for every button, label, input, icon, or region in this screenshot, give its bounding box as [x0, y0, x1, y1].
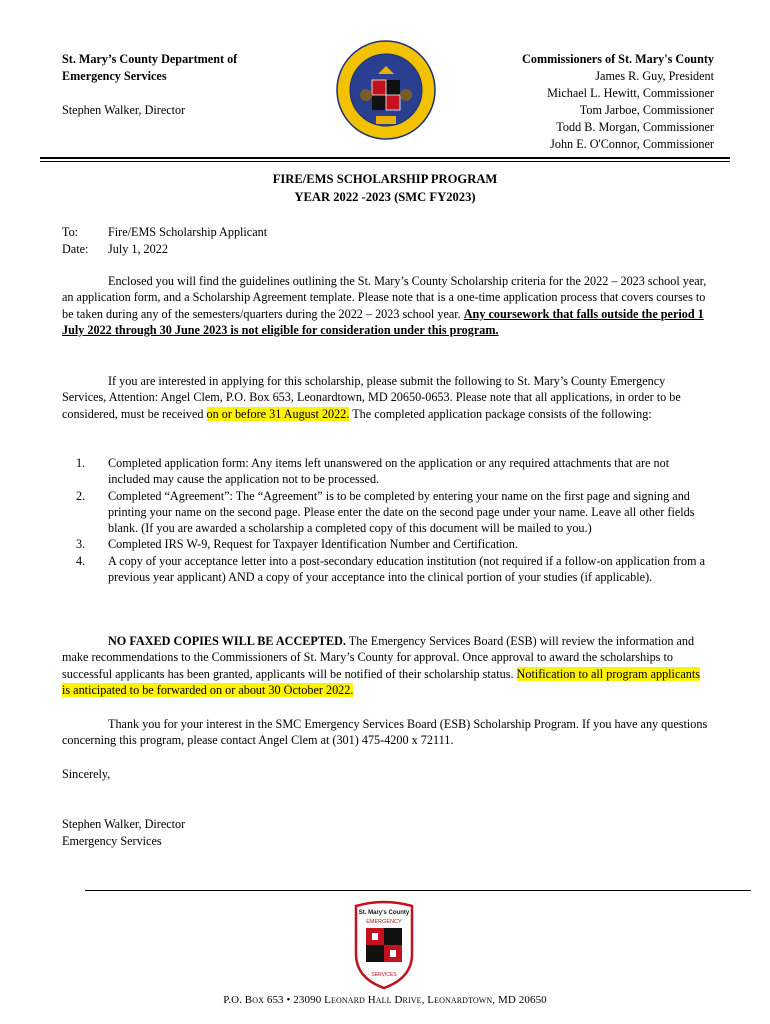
sender-block [62, 51, 237, 119]
sender-dept-line1: St. Mary’s County Department of [62, 52, 238, 66]
paragraph-review [62, 633, 710, 698]
emergency-services-logo-icon [352, 900, 416, 990]
sender-dept-line2: Emergency Services [62, 69, 167, 83]
list-text: Completed “Agreement”: The “Agreement” is to be completed by entering your name on the first page and signing and printing your name on the second page. Please enter the date on the second page under your name. Leave all other fields blank. (If you are awarded a scholarship a completed copy of this document will be mailed to you.) [108, 488, 695, 536]
no-fax-notice: NO FAXED COPIES WILL BE ACCEPTED. [108, 634, 346, 648]
to-label: To: [62, 225, 79, 239]
closing: Sincerely, [62, 767, 111, 781]
date-value: July 1, 2022 [108, 241, 168, 256]
list-item [62, 553, 710, 586]
commissioner-2: Michael L. Hewitt, Commissioner [547, 86, 714, 100]
signature-dept: Emergency Services [62, 833, 162, 848]
logo-bottom-text: SERVICES [371, 972, 397, 978]
to-value: Fire/EMS Scholarship Applicant [108, 225, 268, 239]
title-line1: FIRE/EMS SCHOLARSHIP PROGRAM [272, 172, 498, 186]
eligibility-notice: Any coursework that falls outside the period 1 July 2022 through 30 June 2023 is not eligible for consideration under this program. [62, 306, 704, 337]
commissioners-block [522, 51, 714, 153]
logo-arc-text: EMERGENCY [366, 919, 402, 925]
memo-header [62, 224, 267, 257]
commissioner-3: Tom Jarboe, Commissioner [579, 103, 714, 117]
paragraph-contact [62, 716, 710, 749]
list-item [62, 488, 710, 537]
header-divider-thin [40, 161, 730, 162]
contact-text: Thank you for your interest in the SMC Emergency Services Board (ESB) Scholarship Program. If you have any questions concerning this program, please contact Angel Clem at (301) 475-4200 x 72111. [62, 717, 708, 748]
notification-highlight: Notification to all program applicants is anticipated to be forwarded on or about 30 October 2022. [62, 666, 700, 697]
paragraph-intro [62, 273, 710, 338]
requirements-list [62, 455, 710, 585]
signature-name: Stephen Walker, Director [62, 817, 186, 831]
list-number: 2. [76, 488, 86, 503]
commissioner-4: Todd B. Morgan, Commissioner [556, 120, 714, 134]
list-text: Completed application form: Any items left unanswered on the application or any required attachments that are not included may cause the application not to be processed. [108, 456, 670, 487]
commissioner-1: James R. Guy, President [595, 69, 714, 83]
review-text: The Emergency Services Board (ESB) will review the information and make recommendations to the Commissioners of St. Mary’s County for approval. Once approval to award the scholarships to successful applicants has been granted, applicants will be notified of their scholarship status. [62, 634, 695, 681]
title-line2: YEAR 2022 -2023 (SMC FY2023) [294, 190, 476, 204]
submission-text: If you are interested in applying for this scholarship, please submit the following to St. Mary’s County Emergency Services, Attention: Angel Clem, P.O. Box 653, Leonardtown, MD 20650-0653. Please note that all applications, in order to be considered, must be received [62, 374, 681, 421]
footer-address: P.O. Box 653 • 23090 Leonard Hall Drive, Leonardtown, MD 20650 [223, 994, 547, 1006]
list-item [62, 536, 710, 552]
list-number: 3. [76, 537, 86, 552]
logo-top-text: St. Mary's County [358, 910, 410, 916]
deadline-highlight: on or before 31 August 2022. [206, 406, 350, 421]
sender-director: Stephen Walker, Director [62, 103, 186, 117]
list-number: 4. [76, 553, 86, 568]
header-divider-thick [40, 157, 730, 159]
list-text: Completed IRS W-9, Request for Taxpayer Identification Number and Certification. [108, 537, 518, 552]
footer-divider [85, 890, 751, 891]
list-number: 1. [76, 456, 86, 470]
paragraph-submission [62, 373, 710, 422]
intro-text: Enclosed you will find the guidelines outlining the St. Mary’s County Scholarship criteria for the 2022 – 2023 school year, an application form, and a Scholarship Agreement template. Please note that is a one-time application process that covers courses to be taken during any of the semesters/quarters during the 2022 – 2023 school year. [62, 274, 707, 321]
signature-block [62, 816, 185, 849]
date-label: Date: [62, 241, 89, 256]
document-title [0, 170, 770, 206]
list-text: A copy of your acceptance letter into a post-secondary education institution (not required if a follow-on application from a previous year applicant) AND a copy of your acceptance into the clinical portion of your studies (if applicable). [108, 553, 705, 585]
county-seal-icon [336, 40, 436, 140]
submission-text-end: The completed application package consists of the following: [349, 406, 652, 421]
list-item [62, 455, 710, 488]
commissioner-5: John E. O'Connor, Commissioner [550, 137, 714, 151]
commissioners-title: Commissioners of St. Mary's County [522, 52, 714, 66]
